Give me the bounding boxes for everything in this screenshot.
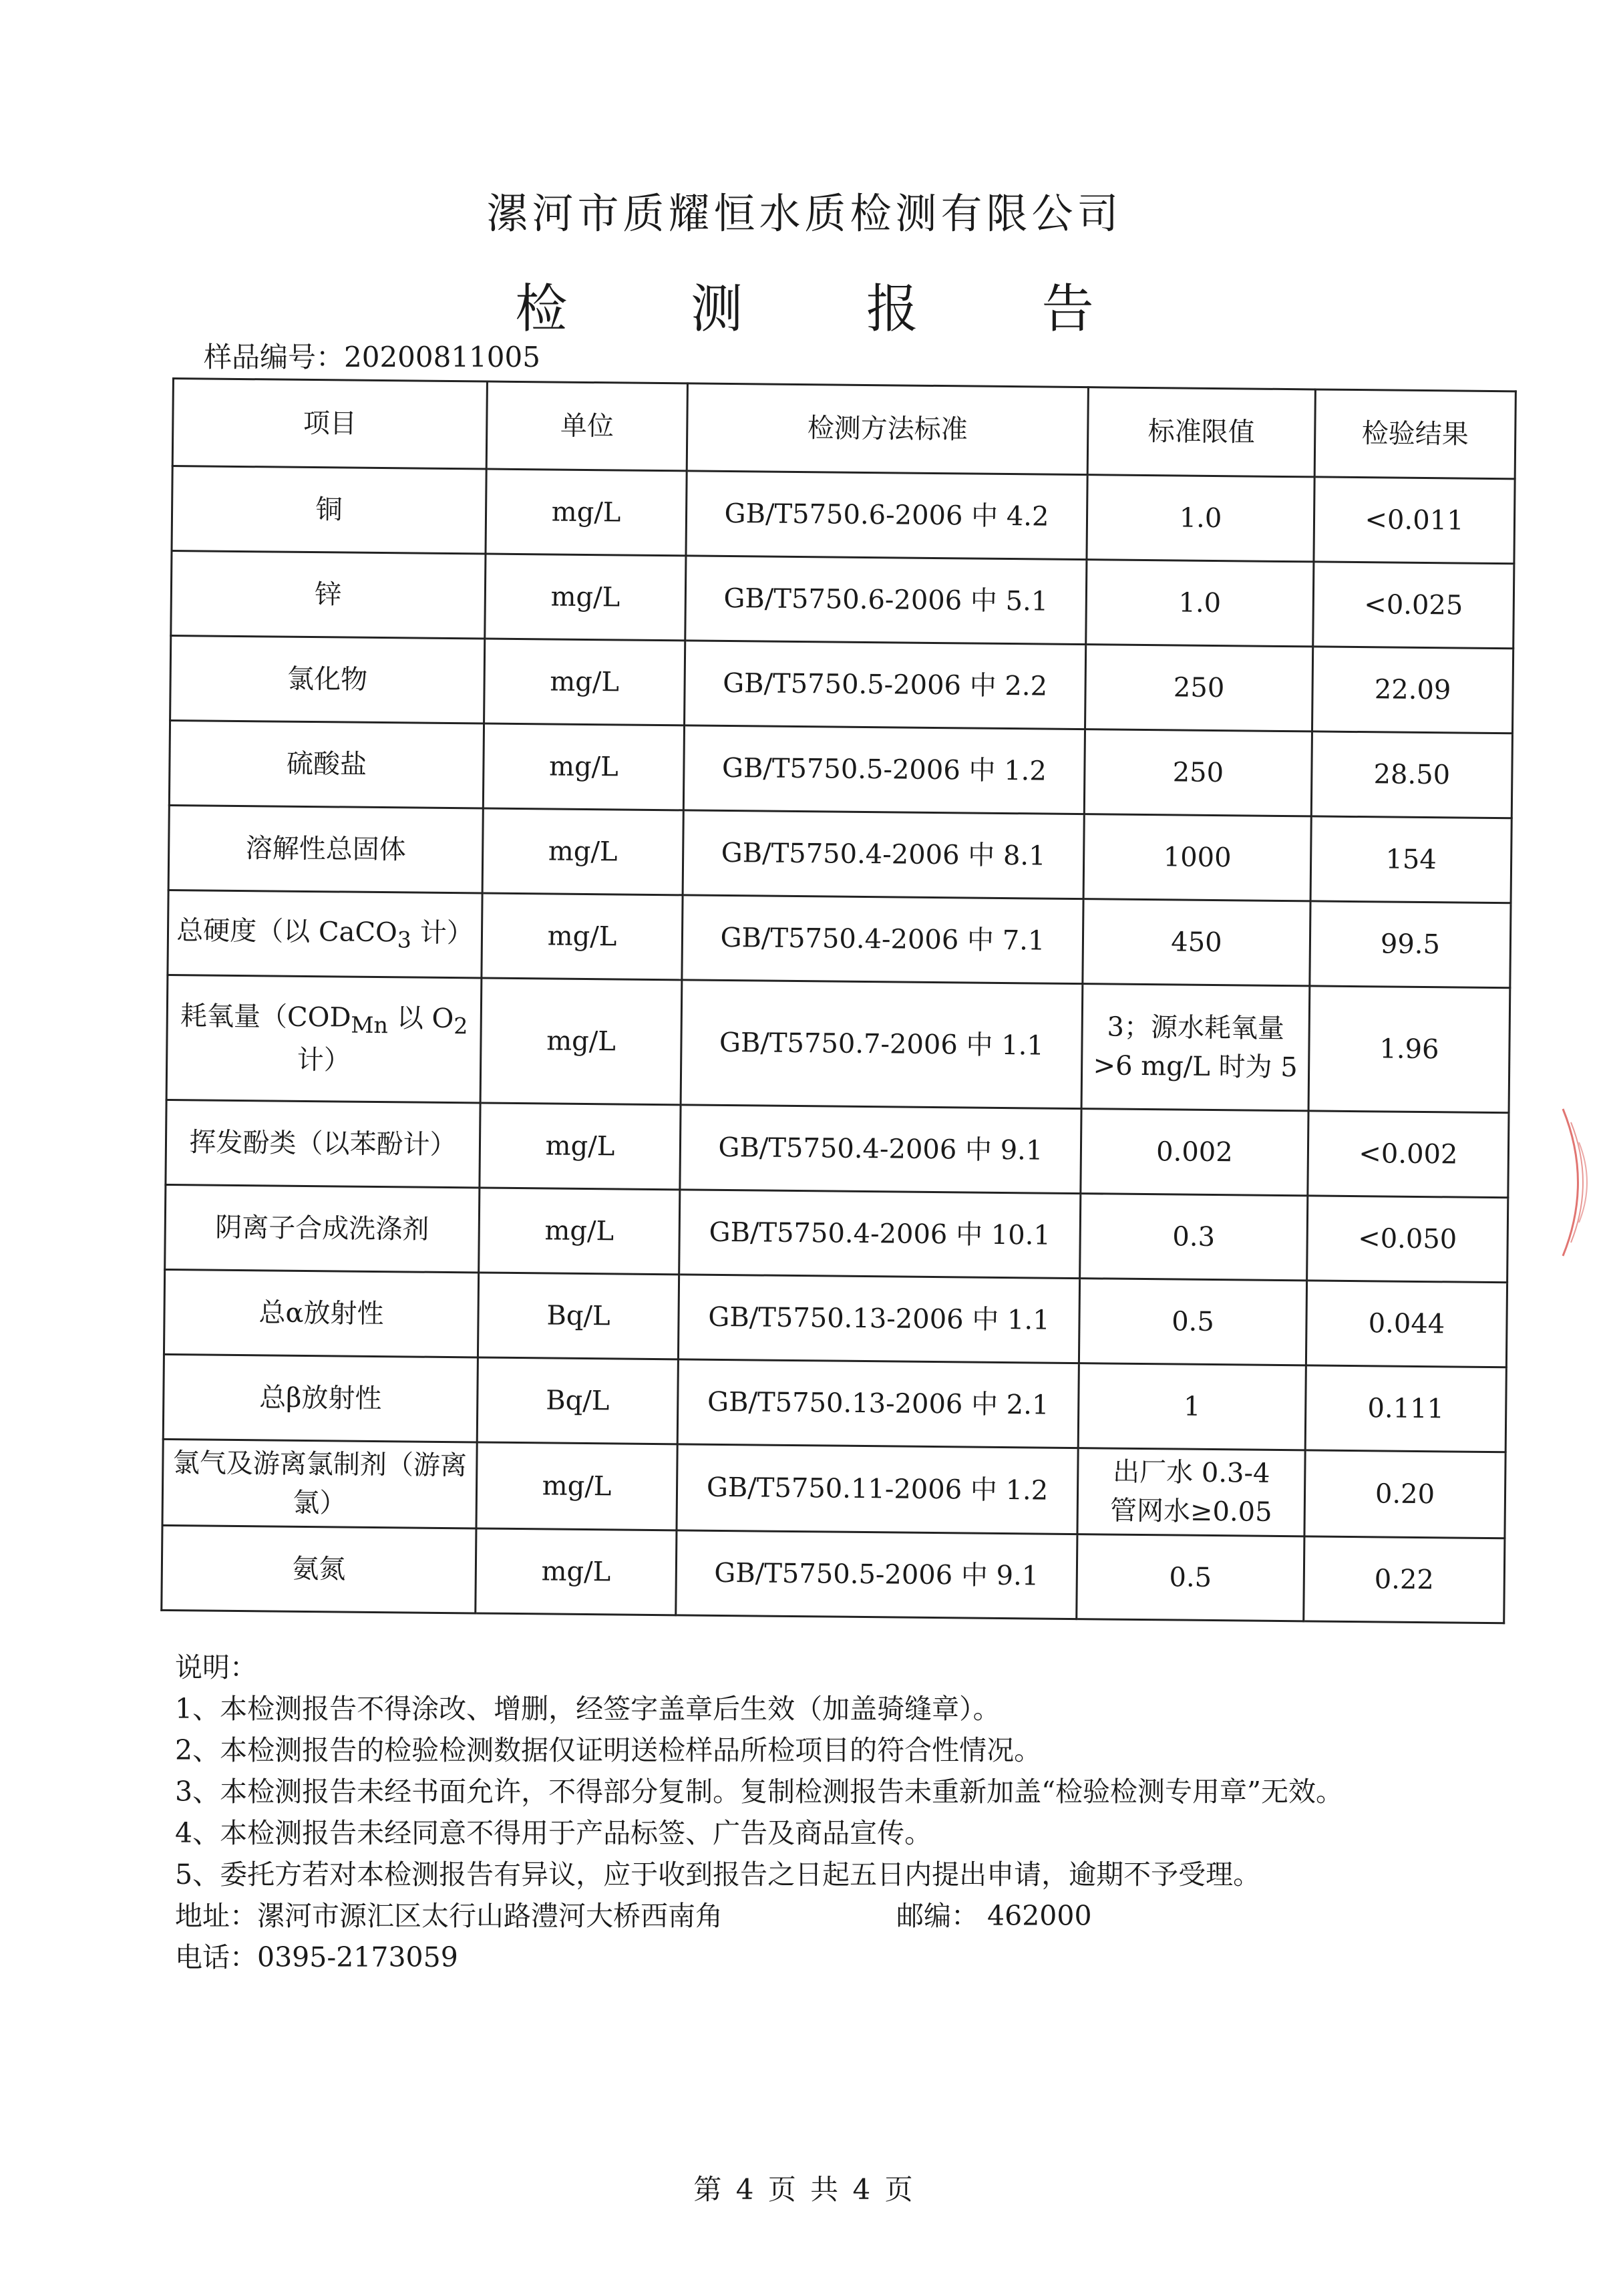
cell-method: GB/T5750.13-2006 中 1.1 (678, 1275, 1079, 1363)
cell-unit: mg/L (480, 978, 682, 1105)
item-subscript-2: 2 (454, 1012, 468, 1039)
cell-result: 99.5 (1310, 901, 1511, 988)
cell-item: 硫酸盐 (169, 720, 484, 808)
cell-item: 锌 (171, 551, 486, 639)
cell-item: 氨氮 (162, 1525, 476, 1613)
seal-fragment-icon (1556, 1102, 1596, 1263)
cell-result: 28.50 (1311, 731, 1512, 818)
note-item: 2、本检测报告的检验检测数据仅证明送检样品所检项目的符合性情况。 (175, 1734, 1042, 1766)
limit-line: 管网水≥0.05 (1109, 1495, 1272, 1528)
cell-unit: Bq/L (477, 1357, 678, 1444)
cell-result: 1.96 (1308, 986, 1510, 1113)
table-row (165, 1184, 1508, 1282)
cell-method: GB/T5750.4-2006 中 9.1 (680, 1105, 1081, 1194)
cell-unit: mg/L (482, 893, 683, 980)
item-subscript: Mn (351, 1011, 389, 1038)
table-row (168, 890, 1511, 987)
column-header-unit: 单位 (486, 381, 687, 471)
cell-unit: mg/L (476, 1528, 677, 1615)
item-text: 耗氧量（COD (180, 1001, 351, 1033)
cell-item (166, 975, 482, 1103)
cell-limit: 0.002 (1081, 1109, 1308, 1196)
postcode: 邮编： 462000 (896, 1900, 1092, 1932)
item-text-mid: 以 O (387, 1002, 454, 1034)
company-name: 漯河市质耀恒水质检测有限公司 (486, 189, 1123, 238)
cell-item: 溶解性总固体 (168, 805, 483, 893)
table-row (162, 1525, 1505, 1623)
cell-result: 0.044 (1306, 1281, 1507, 1367)
cell-item: 氯气及游离氯制剂（游离氯） (162, 1439, 477, 1528)
cell-item: 氯化物 (170, 635, 485, 723)
column-header-item: 项目 (172, 379, 487, 470)
cell-unit: mg/L (482, 808, 683, 895)
cell-result: 0.111 (1305, 1365, 1506, 1452)
cell-limit (1077, 1448, 1305, 1536)
note-item: 4、本检测报告未经同意不得用于产品标签、广告及商品宣传。 (175, 1817, 932, 1849)
cell-method: GB/T5750.5-2006 中 9.1 (676, 1530, 1077, 1619)
address: 地址：漯河市源汇区太行山路澧河大桥西南角 (175, 1900, 723, 1932)
cell-item: 总α放射性 (164, 1269, 478, 1357)
cell-unit: Bq/L (478, 1273, 679, 1359)
cell-item (168, 890, 482, 978)
cell-unit: mg/L (479, 1188, 680, 1275)
phone: 电话：0395-2173059 (175, 1941, 458, 1973)
cell-method: GB/T5750.4-2006 中 8.1 (683, 810, 1084, 899)
item-text-end: 计） (297, 1044, 351, 1076)
cell-result: 22.09 (1312, 647, 1513, 733)
table-row (162, 1439, 1505, 1538)
cell-result: <0.050 (1307, 1196, 1508, 1283)
sample-number (204, 335, 540, 375)
cell-unit: mg/L (483, 723, 684, 810)
cell-result: 0.22 (1304, 1536, 1505, 1623)
cell-method: GB/T5750.4-2006 中 10.1 (679, 1190, 1081, 1279)
cell-method: GB/T5750.13-2006 中 2.1 (677, 1359, 1079, 1448)
cell-unit: mg/L (480, 1103, 681, 1190)
table-row (168, 805, 1511, 903)
cell-unit: mg/L (476, 1442, 677, 1530)
cell-item: 总β放射性 (163, 1354, 478, 1442)
notes-section (175, 1647, 1343, 1978)
cell-item: 挥发酚类（以苯酚计） (166, 1100, 480, 1188)
table-header-row (172, 379, 1515, 479)
cell-unit: mg/L (484, 639, 685, 725)
cell-item: 铜 (172, 466, 486, 554)
report-title: 检 测 报 告 (515, 279, 1147, 339)
cell-limit: 1 (1078, 1363, 1306, 1450)
cell-method: GB/T5750.4-2006 中 7.1 (682, 895, 1083, 984)
cell-unit: mg/L (486, 469, 687, 556)
cell-result: <0.002 (1308, 1111, 1509, 1198)
cell-result: 154 (1310, 816, 1511, 903)
table-row (164, 1269, 1507, 1367)
limit-line: 出厂水 0.3-4 (1112, 1456, 1270, 1489)
cell-limit: 0.5 (1077, 1534, 1304, 1621)
cell-result: <0.025 (1313, 562, 1514, 649)
results-table (160, 377, 1517, 1624)
table-row (169, 720, 1512, 818)
notes-heading: 说明： (175, 1651, 257, 1683)
cell-limit: 1000 (1083, 814, 1311, 901)
cell-method: GB/T5750.7-2006 中 1.1 (681, 980, 1083, 1109)
results-table-wrapper (160, 377, 1515, 1624)
cell-method: GB/T5750.6-2006 中 4.2 (686, 471, 1087, 560)
note-item: 1、本检测报告不得涂改、增删，经签字盖章后生效（加盖骑缝章）。 (175, 1693, 1001, 1725)
column-header-result: 检验结果 (1314, 389, 1515, 479)
cell-item: 阴离子合成洗涤剂 (165, 1184, 480, 1273)
address-row (175, 1895, 1343, 1937)
cell-limit: 3；源水耗氧量>6 mg/L 时为 5 (1081, 984, 1310, 1111)
cell-limit: 0.3 (1080, 1194, 1308, 1281)
note-item: 3、本检测报告未经书面允许，不得部分复制。复制检测报告未重新加盖“检验检测专用章”无效。 (175, 1776, 1344, 1808)
column-header-limit: 标准限值 (1087, 387, 1315, 477)
cell-limit: 250 (1084, 729, 1312, 816)
cell-limit: 1.0 (1087, 475, 1314, 562)
cell-method: GB/T5750.5-2006 中 2.2 (685, 641, 1086, 729)
cell-method: GB/T5750.6-2006 中 5.1 (685, 556, 1087, 645)
table-row (172, 466, 1515, 564)
item-text: 总硬度（以 CaCO (176, 915, 398, 949)
page-number: 第 4 页 共 4 页 (693, 2173, 916, 2206)
sample-number-label: 样品编号： (204, 341, 345, 373)
cell-limit: 250 (1085, 645, 1313, 731)
column-header-method: 检测方法标准 (687, 383, 1088, 475)
cell-result: 0.20 (1304, 1450, 1505, 1538)
cell-limit: 0.5 (1079, 1279, 1306, 1365)
table-row (166, 975, 1510, 1112)
item-subscript: 3 (397, 927, 412, 953)
table-row (171, 551, 1514, 649)
cell-limit: 450 (1083, 899, 1310, 986)
cell-limit: 1.0 (1086, 560, 1314, 647)
cell-method: GB/T5750.11-2006 中 1.2 (677, 1444, 1078, 1534)
item-text-end: 计） (411, 917, 474, 949)
sample-number-value: 20200811005 (344, 341, 540, 373)
cell-result: <0.011 (1314, 477, 1515, 564)
table-row (170, 635, 1513, 733)
table-row (163, 1354, 1506, 1452)
cell-method: GB/T5750.5-2006 中 1.2 (683, 725, 1085, 814)
cell-unit: mg/L (485, 554, 686, 641)
note-item: 5、委托方若对本检测报告有异议，应于收到报告之日起五日内提出申请，逾期不予受理。 (175, 1858, 1261, 1891)
table-row (166, 1100, 1509, 1197)
